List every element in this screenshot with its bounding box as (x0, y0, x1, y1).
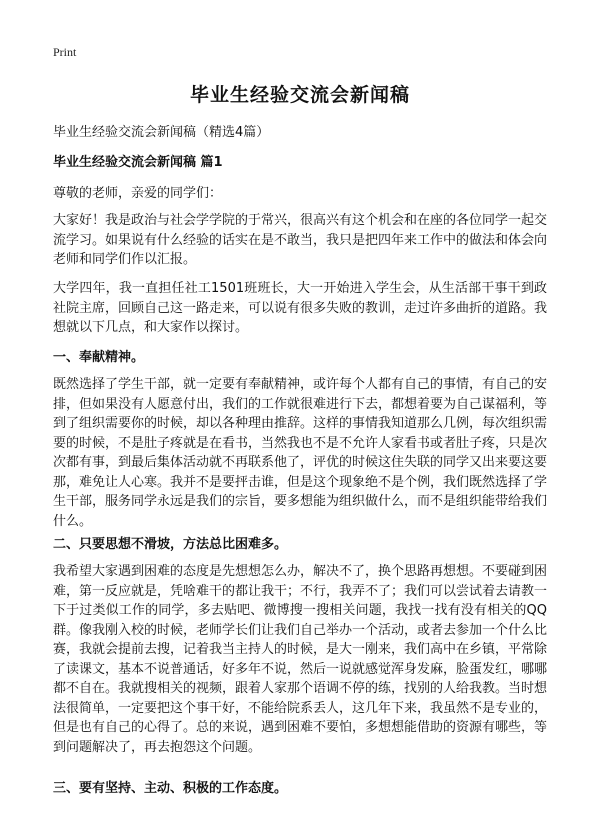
paragraph-background: 大学四年，我一直担任社工1501班班长，大一开始进入学生会，从生活部干事干到政社院主席，回顾自己这一路走来，可以说有很多失败的教训，走过许多曲折的道路。我想就以下几点，和大家作以探讨。 (53, 281, 548, 335)
paragraph-intro: 大家好！我是政治与社会学学院的于常兴，很高兴有这个机会和在座的各位同学一起交流学习。如果说有什么经验的话实在是不敢当，我只是把四年来工作中的做法和体会向老师和同学们作以汇报。 (53, 213, 548, 267)
heading-dedication: 一、奉献精神。 (53, 350, 145, 365)
greeting-line: 尊敬的老师，亲爱的同学们： (53, 186, 223, 201)
document-subtitle: 毕业生经验交流会新闻稿（精选4篇） (53, 125, 270, 140)
section-title: 毕业生经验交流会新闻稿 篇1 (53, 155, 223, 170)
paragraph-methods: 我希望大家遇到困难的态度是先想想怎么办，解决不了，换个思路再想想。不要碰到困难，第一反应就是，凭啥难干的都让我干；不行，我弄不了；我们可以尝试着去请教一下于过类似工作的同学，多去贴吧、微博搜一搜相关问题，我找一找有没有相关的QQ群。像我刚入校的时候，老师学长们让我们自己举办一个活动，或者去参加一个什么比赛，我就会提前去搜，记着我当主持人的时候，是大一刚来，我们高中在乡镇，平常除了读课文，基本不说普通话，好多年不说，然后一说就感觉浑身发麻，脸蛋发红，哪哪都不自在。我就搜相关的视频，跟着人家那个语调不停的练，找别的人给我教。当时想法很简单，一定要把这个事干好，不能给院系丢人，这几年下来，我虽然不是专业的，但是也有自己的心得了。总的来说，遇到困难不要怕，多想想能借助的资源有哪些，等到问题解决了，再去抱怨这个问题。 (53, 564, 548, 755)
paragraph-dedication: 既然选择了学生干部，就一定要有奉献精神，或许每个人都有自己的事情，有自己的安排，但如果没有人愿意付出，我们的工作就很难进行下去，都想着要为自己谋福利，等到了组织需要你的时候，却以各种理由推辞。这样的事情我知道那么几例，每次组织需要的时候，不是肚子疼就是在看书，当然我也不是不允许人家看书或者肚子疼，只是次次都有事，到最后集体活动就不再联系他了，评优的时候这住失联的同学又出来要这要那，难免让人心寒。我并不是要抨击谁，但是这个现象绝不是个例，我们既然选择了学生干部，服务同学永远是我们的宗旨，要多想能为组织做什么，而不是组织能带给我们什么。 (53, 377, 548, 529)
print-link[interactable]: Print (53, 45, 77, 59)
page-title: 毕业生经验交流会新闻稿 (189, 84, 410, 106)
heading-methods: 二、只要思想不滑坡，方法总比困难多。 (53, 537, 288, 552)
heading-attitude: 三、要有坚持、主动、积极的工作态度。 (53, 781, 288, 796)
